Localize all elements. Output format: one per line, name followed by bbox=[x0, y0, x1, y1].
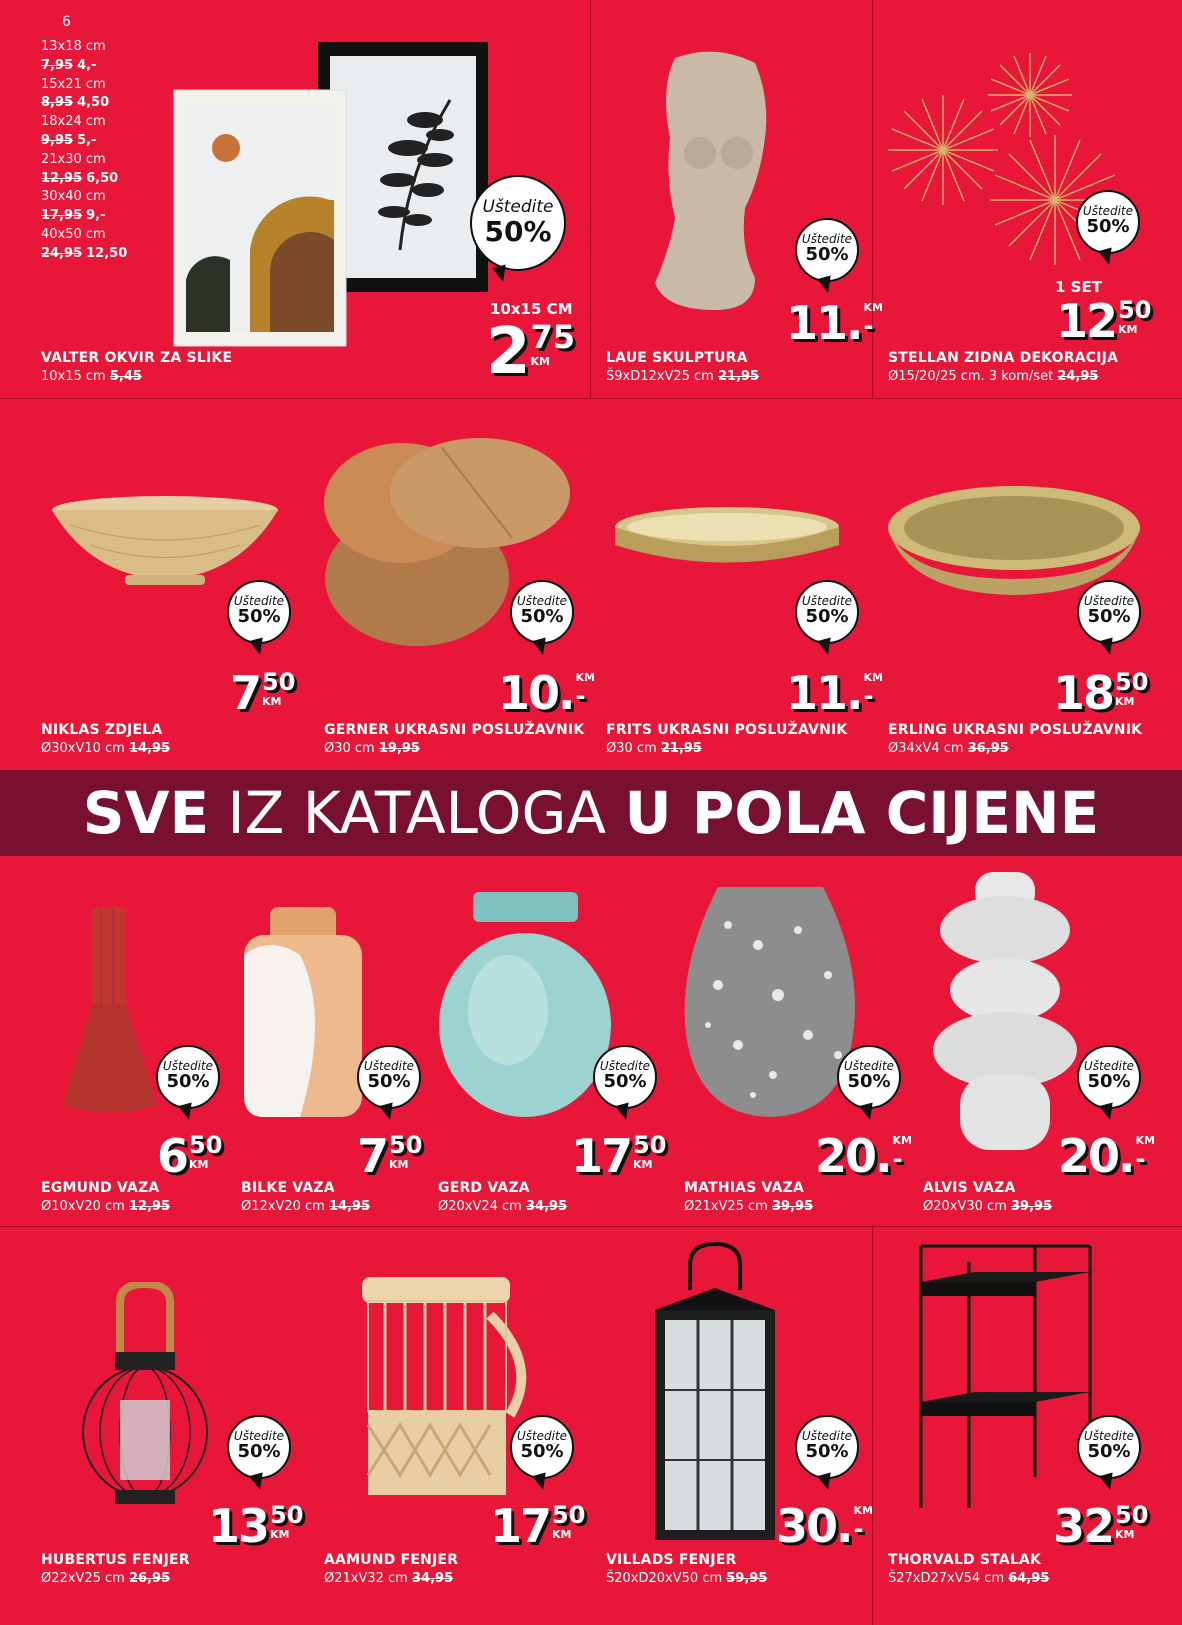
price-mathias bbox=[815, 1129, 912, 1183]
desc-text: Ø30xV10 cm bbox=[41, 741, 125, 756]
discount-badge bbox=[1077, 1045, 1141, 1109]
price-int: 7 bbox=[230, 666, 261, 720]
price-int: 2 bbox=[486, 315, 529, 389]
frame-size-label: 30x40 cm bbox=[41, 189, 106, 205]
discount-badge bbox=[470, 175, 566, 271]
price-erling bbox=[1053, 666, 1149, 720]
product-name: STELLAN ZIDNA DEKORACIJA bbox=[888, 350, 1119, 366]
new-price: 12,50 bbox=[86, 245, 128, 261]
product-name: ERLING UKRASNI POSLUŽAVNIK bbox=[888, 722, 1143, 738]
price-dec: 50 bbox=[270, 1501, 304, 1529]
badge-percent: 50% bbox=[237, 1441, 281, 1462]
banner-text-2: IZ KATALOGA bbox=[209, 779, 625, 847]
red-vase-image bbox=[55, 905, 165, 1120]
old-price: 34,95 bbox=[526, 1199, 568, 1214]
price-int: 17 bbox=[490, 1499, 551, 1553]
price-gerd bbox=[571, 1129, 667, 1183]
price-int: 10. bbox=[498, 666, 574, 720]
price-currency: KM bbox=[853, 1504, 873, 1517]
price-dec: 50 bbox=[633, 1131, 667, 1159]
old-price: 34,95 bbox=[412, 1571, 454, 1586]
desc-text: Š20xD20xV50 cm bbox=[606, 1571, 723, 1586]
desc-text: Ø22xV25 cm bbox=[41, 1571, 125, 1586]
price-stellan bbox=[1056, 294, 1152, 348]
frame-size-label: 21x30 cm bbox=[41, 151, 106, 167]
discount-badge bbox=[357, 1045, 421, 1109]
price-dec: 50 bbox=[389, 1131, 423, 1159]
old-price: 24,95 bbox=[1057, 369, 1099, 384]
old-price: 59,95 bbox=[726, 1571, 768, 1586]
new-price: 5,- bbox=[77, 132, 97, 148]
badge-percent: 50% bbox=[1087, 606, 1131, 627]
product-name: LAUE SKULPTURA bbox=[606, 350, 748, 366]
divider bbox=[0, 398, 1182, 399]
product-desc bbox=[606, 741, 702, 756]
old-price: 19,95 bbox=[378, 741, 420, 756]
old-price: 12,95 bbox=[129, 1199, 171, 1214]
price-dec: - bbox=[863, 312, 874, 340]
set-label: 1 SET bbox=[1055, 278, 1102, 296]
badge-percent: 50% bbox=[237, 606, 281, 627]
price-currency: KM bbox=[1135, 1134, 1155, 1147]
price-valter bbox=[486, 315, 576, 389]
product-desc bbox=[888, 741, 1009, 756]
price-currency: KM bbox=[892, 1134, 912, 1147]
old-price: 39,95 bbox=[772, 1199, 814, 1214]
product-desc bbox=[606, 1571, 767, 1586]
product-name: VILLADS FENJER bbox=[606, 1552, 737, 1568]
price-currency: KM bbox=[863, 301, 883, 314]
price-dec: 50 bbox=[1115, 668, 1149, 696]
price-dec: - bbox=[853, 1515, 864, 1543]
old-price: 8,95 bbox=[41, 95, 74, 111]
discount-badge bbox=[795, 1415, 859, 1479]
price-int: 11. bbox=[786, 666, 862, 720]
price-int: 18 bbox=[1053, 666, 1114, 720]
price-frits bbox=[786, 666, 883, 720]
badge-percent: 50% bbox=[805, 1441, 849, 1462]
price-dec: 75 bbox=[530, 318, 576, 356]
badge-label: Uštedite bbox=[482, 197, 554, 217]
badge-percent: 50% bbox=[484, 215, 552, 248]
price-dec: 50 bbox=[552, 1501, 586, 1529]
aamund-lantern-image bbox=[360, 1275, 545, 1515]
badge-label: Uštedite bbox=[233, 1429, 285, 1443]
price-niklas bbox=[230, 666, 296, 720]
frame-size-list bbox=[41, 38, 127, 264]
product-name: THORVALD STALAK bbox=[888, 1552, 1042, 1568]
price-int: 12 bbox=[1056, 294, 1117, 348]
price-currency: KM bbox=[863, 671, 883, 684]
frame-size-price bbox=[41, 207, 127, 226]
badge-label: Uštedite bbox=[843, 1059, 895, 1073]
price-aamund bbox=[490, 1499, 586, 1553]
old-price: 7,95 bbox=[41, 57, 74, 73]
price-currency: KM bbox=[552, 1528, 572, 1541]
price-int: 7 bbox=[357, 1129, 388, 1183]
badge-percent: 50% bbox=[166, 1071, 210, 1092]
discount-badge bbox=[837, 1045, 901, 1109]
new-price: 9,- bbox=[86, 208, 106, 224]
desc-text: 10x15 cm bbox=[41, 369, 106, 384]
old-price: 17,95 bbox=[41, 208, 83, 224]
badge-label: Uštedite bbox=[363, 1059, 415, 1073]
desc-text: Ø30 cm bbox=[606, 741, 657, 756]
badge-label: Uštedite bbox=[1082, 204, 1134, 218]
badge-label: Uštedite bbox=[233, 594, 285, 608]
product-desc bbox=[41, 369, 142, 384]
price-currency: KM bbox=[270, 1528, 290, 1541]
badge-label: Uštedite bbox=[599, 1059, 651, 1073]
frame-size-price bbox=[41, 94, 127, 113]
badge-label: Uštedite bbox=[1083, 594, 1135, 608]
badge-label: Uštedite bbox=[162, 1059, 214, 1073]
price-hubertus bbox=[208, 1499, 304, 1553]
white-vase-image bbox=[920, 870, 1090, 1155]
product-desc bbox=[41, 1199, 170, 1214]
thorvald-shelf-image bbox=[915, 1242, 1095, 1512]
price-currency: KM bbox=[389, 1158, 409, 1171]
price-gerner bbox=[498, 666, 595, 720]
divider bbox=[590, 0, 591, 398]
price-dec: - bbox=[892, 1145, 903, 1173]
discount-badge bbox=[1077, 1415, 1141, 1479]
product-desc bbox=[41, 741, 170, 756]
desc-text: Š27xD27xV54 cm bbox=[888, 1571, 1005, 1586]
badge-percent: 50% bbox=[1086, 216, 1130, 237]
frame-size-label: 40x50 cm bbox=[41, 226, 106, 242]
product-name: BILKE VAZA bbox=[241, 1180, 335, 1196]
desc-text: Ø21xV25 cm bbox=[684, 1199, 768, 1214]
badge-percent: 50% bbox=[520, 1441, 564, 1462]
product-name: EGMUND VAZA bbox=[41, 1180, 160, 1196]
product-name: FRITS UKRASNI POSLUŽAVNIK bbox=[606, 722, 848, 738]
new-price: 4,- bbox=[77, 57, 97, 73]
price-int: 17 bbox=[571, 1129, 632, 1183]
discount-badge bbox=[795, 580, 859, 644]
discount-badge bbox=[1077, 580, 1141, 644]
old-price: 21,95 bbox=[717, 369, 760, 384]
price-int: 20. bbox=[1058, 1129, 1134, 1183]
product-desc bbox=[684, 1199, 813, 1214]
banner-text-3: U POLA CIJENE bbox=[624, 779, 1100, 847]
price-dec: 50 bbox=[1118, 296, 1152, 324]
frame-size-label: 15x21 cm bbox=[41, 76, 106, 92]
old-price: 39,95 bbox=[1011, 1199, 1053, 1214]
price-int: 20. bbox=[815, 1129, 891, 1183]
villads-lantern-image bbox=[650, 1240, 780, 1545]
old-price: 9,95 bbox=[41, 132, 74, 148]
badge-percent: 50% bbox=[805, 244, 849, 265]
old-price: 36,95 bbox=[967, 741, 1009, 756]
price-laue bbox=[786, 296, 883, 350]
price-dec: 50 bbox=[1115, 1501, 1149, 1529]
price-dec: 50 bbox=[189, 1131, 223, 1159]
product-desc bbox=[888, 1571, 1049, 1586]
frame-size-price bbox=[41, 132, 127, 151]
price-currency: KM bbox=[575, 671, 595, 684]
desc-text: Ø20xV30 cm bbox=[923, 1199, 1007, 1214]
product-name: NIKLAS ZDJELA bbox=[41, 722, 163, 738]
product-name: HUBERTUS FENJER bbox=[41, 1552, 190, 1568]
badge-label: Uštedite bbox=[516, 1429, 568, 1443]
hubertus-lantern-image bbox=[80, 1282, 210, 1507]
price-thorvald bbox=[1053, 1499, 1149, 1553]
divider bbox=[0, 1226, 1182, 1227]
product-name: MATHIAS VAZA bbox=[684, 1180, 805, 1196]
badge-percent: 50% bbox=[1087, 1441, 1131, 1462]
badge-percent: 50% bbox=[847, 1071, 891, 1092]
discount-badge bbox=[593, 1045, 657, 1109]
product-desc bbox=[41, 1571, 170, 1586]
price-dec: 50 bbox=[262, 668, 296, 696]
badge-label: Uštedite bbox=[801, 1429, 853, 1443]
price-currency: KM bbox=[633, 1158, 653, 1171]
price-bilke bbox=[357, 1129, 423, 1183]
price-villads bbox=[776, 1499, 873, 1553]
divider bbox=[872, 1226, 873, 1625]
price-currency: KM bbox=[1115, 695, 1135, 708]
price-currency: KM bbox=[189, 1158, 209, 1171]
picture-frames-image bbox=[170, 40, 500, 350]
frame-size-price bbox=[41, 57, 127, 76]
badge-percent: 50% bbox=[520, 606, 564, 627]
price-currency: KM bbox=[1118, 323, 1138, 336]
product-name: AAMUND FENJER bbox=[324, 1552, 459, 1568]
bowl-image bbox=[50, 495, 280, 595]
product-desc bbox=[324, 1571, 453, 1586]
new-price: 6,50 bbox=[86, 170, 119, 186]
old-price: 12,95 bbox=[41, 170, 83, 186]
product-name: GERNER UKRASNI POSLUŽAVNIK bbox=[324, 722, 585, 738]
discount-badge bbox=[156, 1045, 220, 1109]
product-desc bbox=[324, 741, 420, 756]
desc-text: Ø15/20/25 cm. 3 kom/set bbox=[888, 369, 1054, 384]
badge-percent: 50% bbox=[805, 606, 849, 627]
desc-text: Ø21xV32 cm bbox=[324, 1571, 408, 1586]
product-name: ALVIS VAZA bbox=[923, 1180, 1016, 1196]
product-desc bbox=[923, 1199, 1052, 1214]
price-dec: - bbox=[1135, 1145, 1146, 1173]
size-label: 10x15 CM bbox=[490, 300, 573, 318]
product-desc bbox=[888, 369, 1098, 384]
old-price: 26,95 bbox=[129, 1571, 171, 1586]
price-dec: - bbox=[575, 682, 586, 710]
price-currency: KM bbox=[530, 355, 551, 368]
price-alvis bbox=[1058, 1129, 1155, 1183]
badge-percent: 50% bbox=[1087, 1071, 1131, 1092]
price-int: 6 bbox=[157, 1129, 188, 1183]
discount-badge bbox=[510, 1415, 574, 1479]
desc-text: Ø30 cm bbox=[324, 741, 375, 756]
product-desc bbox=[606, 369, 759, 384]
old-price: 24,95 bbox=[41, 245, 83, 261]
old-price: 5,45 bbox=[109, 369, 142, 384]
old-price: 14,95 bbox=[329, 1199, 371, 1214]
old-price: 64,95 bbox=[1008, 1571, 1050, 1586]
price-dec: - bbox=[863, 682, 874, 710]
banner-text-1: SVE bbox=[82, 779, 210, 847]
speckled-vase-image bbox=[678, 885, 863, 1120]
old-price: 21,95 bbox=[660, 741, 702, 756]
price-int: 32 bbox=[1053, 1499, 1114, 1553]
new-price: 4,50 bbox=[77, 95, 110, 111]
frame-size-label: 13x18 cm bbox=[41, 39, 106, 54]
product-name: VALTER OKVIR ZA SLIKE bbox=[41, 350, 233, 366]
badge-label: Uštedite bbox=[516, 594, 568, 608]
badge-label: Uštedite bbox=[801, 232, 853, 246]
product-desc bbox=[241, 1199, 370, 1214]
frame-size-price bbox=[41, 170, 127, 189]
desc-text: Š9xD12xV25 cm bbox=[606, 369, 714, 384]
bilke-vase-image bbox=[240, 905, 365, 1120]
page-number: 6 bbox=[62, 14, 71, 30]
price-egmund bbox=[157, 1129, 223, 1183]
price-int: 30. bbox=[776, 1499, 852, 1553]
badge-percent: 50% bbox=[603, 1071, 647, 1092]
desc-text: Ø12xV20 cm bbox=[241, 1199, 325, 1214]
product-desc bbox=[438, 1199, 567, 1214]
price-int: 13 bbox=[208, 1499, 269, 1553]
discount-badge bbox=[1076, 190, 1140, 254]
badge-label: Uštedite bbox=[1083, 1059, 1135, 1073]
discount-badge bbox=[227, 580, 291, 644]
badge-percent: 50% bbox=[367, 1071, 411, 1092]
desc-text: Ø20xV24 cm bbox=[438, 1199, 522, 1214]
frame-size-price bbox=[41, 245, 127, 264]
sculpture-image bbox=[645, 48, 785, 318]
badge-label: Uštedite bbox=[801, 594, 853, 608]
price-currency: KM bbox=[262, 695, 282, 708]
discount-badge bbox=[510, 580, 574, 644]
desc-text: Ø10xV20 cm bbox=[41, 1199, 125, 1214]
price-int: 11. bbox=[786, 296, 862, 350]
product-name: GERD VAZA bbox=[438, 1180, 530, 1196]
discount-badge bbox=[227, 1415, 291, 1479]
discount-badge bbox=[795, 218, 859, 282]
badge-label: Uštedite bbox=[1083, 1429, 1135, 1443]
old-price: 14,95 bbox=[129, 741, 171, 756]
glass-vase-image bbox=[438, 890, 613, 1120]
price-currency: KM bbox=[1115, 1528, 1135, 1541]
desc-text: Ø34xV4 cm bbox=[888, 741, 964, 756]
promo-banner bbox=[0, 770, 1182, 856]
gold-tray-image bbox=[612, 505, 842, 575]
frame-size-label: 18x24 cm bbox=[41, 114, 106, 130]
